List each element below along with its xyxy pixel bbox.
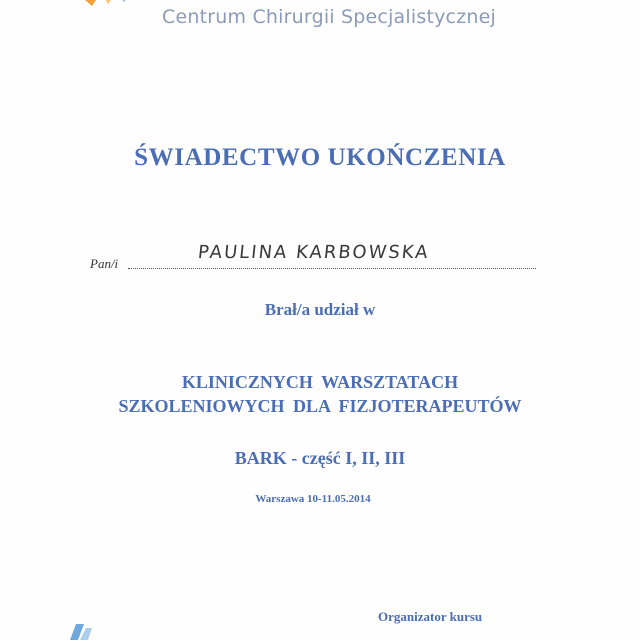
center-logo-icon — [78, 0, 138, 8]
certificate-title: ŚWIADECTWO UKOŃCZENIA — [134, 144, 506, 171]
participation-text: Brał/a udział w — [264, 300, 376, 319]
place-and-date: Warszawa 10-11.05.2014 — [255, 493, 371, 505]
organizer-label: Organizator kursu — [378, 609, 483, 624]
recipient-label: Pan/i — [90, 256, 119, 271]
clinic-subtitle: Centrum Chirurgii Specjalistycznej — [162, 6, 496, 28]
dotted-line — [128, 268, 536, 269]
course-title-line-1: KLINICZNYCH WARSZTATACH — [181, 372, 459, 392]
bottom-logo-fragment-icon — [66, 622, 94, 640]
logo-wordmark-fragment — [170, 0, 530, 2]
course-part: BARK - część I, II, III — [234, 448, 406, 468]
recipient-row — [90, 242, 540, 276]
recipient-name: PAULINA KARBOWSKA — [196, 242, 431, 263]
course-title-line-2: SZKOLENIOWYCH DLA FIZJOTERAPEUTÓW — [118, 396, 522, 416]
